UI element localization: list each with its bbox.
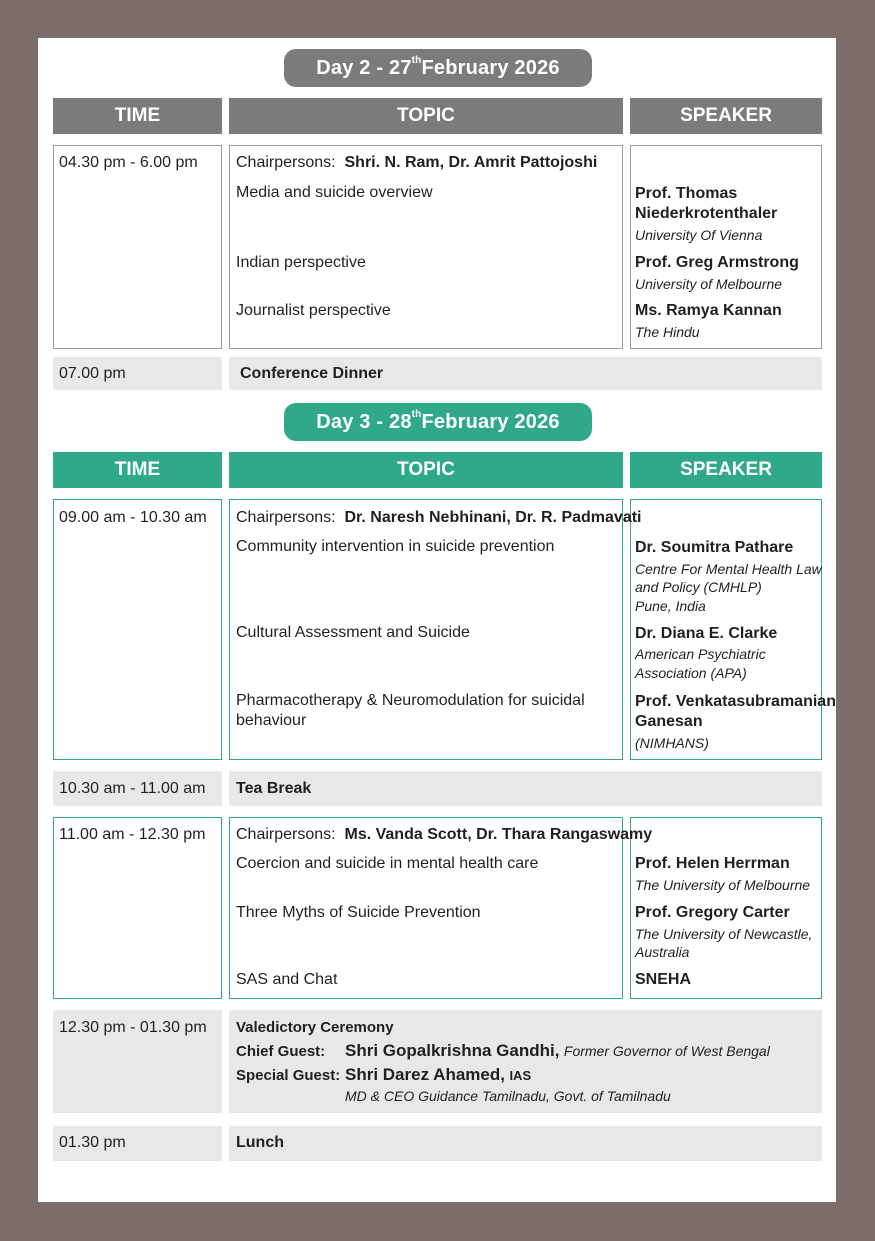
chairpersons-names: Shri. N. Ram, Dr. Amrit Pattojoshi [344,154,598,171]
topic-item: Community intervention in suicide prevention [236,538,555,555]
day3-valedictory-time: 12.30 pm - 01.30 pm [59,1019,207,1036]
speaker-affiliation: The University of Newcastle, [635,926,813,942]
day3-session1-chairs [236,508,641,528]
special-guest-label: Special Guest: [236,1067,341,1084]
speaker-name: Prof. Helen Herrman [635,855,790,872]
speaker-affiliation: Australia [635,944,690,960]
topic-item: behaviour [236,712,307,729]
day2-title [284,49,592,87]
chairpersons-names: Dr. Naresh Nebhinani, Dr. R. Padmavati [344,509,642,526]
speaker-name: Dr. Soumitra Pathare [635,539,794,556]
topic-item: Three Myths of Suicide Prevention [236,904,481,921]
speaker-name: Prof. Gregory Carter [635,904,790,921]
day2-dinner-label: Conference Dinner [240,365,384,382]
speaker-name: Ganesan [635,713,703,730]
speaker-name: Prof. Venkatasubramanian [635,693,836,710]
valedictory-title: Valedictory Ceremony [236,1019,394,1036]
special-guest-suffix: IAS [509,1068,532,1083]
day2-header-topic: TOPIC [229,98,623,134]
chairpersons-label: Chairpersons: [236,509,336,526]
speaker-affiliation: Pune, India [635,598,706,614]
day3-lunch-label: Lunch [236,1134,284,1151]
day3-session1-time-cell [53,499,222,760]
day2-session1-time-cell [53,145,222,349]
speaker-affiliation: Centre For Mental Health Law [635,561,822,577]
day3-tea-time: 10.30 am - 11.00 am [59,780,206,797]
chief-guest-name: Shri Gopalkrishna Gandhi, [345,1041,560,1060]
chief-guest-line [345,1041,770,1062]
day2-session1-time: 04.30 pm - 6.00 pm [59,154,198,171]
speaker-affiliation: (NIMHANS) [635,735,709,751]
day3-title [284,403,592,441]
speaker-affiliation: The Hindu [635,324,700,340]
day2-title-text: Day 2 - 27 [316,56,412,79]
day3-header-speaker: SPEAKER [630,452,822,488]
chairpersons-names: Ms. Vanda Scott, Dr. Thara Rangaswamy [344,826,653,843]
speaker-name: Prof. Greg Armstrong [635,254,799,271]
special-guest-line [345,1065,531,1086]
day3-session1-time: 09.00 am - 10.30 am [59,509,207,526]
day3-tea-topic-cell [229,771,822,806]
day2-dinner-time: 07.00 pm [59,365,126,382]
speaker-name: Ms. Ramya Kannan [635,302,782,319]
topic-item: Pharmacotherapy & Neuromodulation for suicidal [236,692,585,709]
speaker-affiliation: American Psychiatric [635,646,766,662]
day3-header-time: TIME [53,452,222,488]
day3-title-date: February 2026 [421,410,560,433]
speaker-name: SNEHA [635,971,692,988]
speaker-affiliation: and Policy (CMHLP) [635,579,762,595]
day2-session1-chairs [236,153,597,173]
day3-lunch-time: 01.30 pm [59,1134,126,1151]
speaker-affiliation: University of Melbourne [635,276,783,292]
day3-title-sup: th [411,408,422,420]
speaker-name: Niederkrotenthaler [635,205,778,222]
special-guest-role: MD & CEO Guidance Tamilnadu, Govt. of Tamilnadu [345,1088,671,1104]
topic-item: Cultural Assessment and Suicide [236,624,470,641]
programme-page [38,38,836,1202]
chief-guest-label: Chief Guest: [236,1043,326,1060]
day3-session2-chairs [236,825,652,845]
special-guest-name: Shri Darez Ahamed, [345,1065,505,1084]
chief-guest-role: Former Governor of West Bengal [563,1043,770,1059]
day2-title-date: February 2026 [421,56,560,79]
chairpersons-label: Chairpersons: [236,826,336,843]
day2-header-speaker: SPEAKER [630,98,822,134]
day2-title-sup: th [411,54,422,66]
speaker-affiliation: University Of Vienna [635,227,763,243]
topic-item: SAS and Chat [236,971,338,988]
topic-item: Journalist perspective [236,302,391,319]
speaker-affiliation: The University of Melbourne [635,877,811,893]
day3-session2-time: 11.00 am - 12.30 pm [59,826,206,843]
day3-lunch-topic-cell [229,1126,822,1161]
day3-tea-label: Tea Break [236,780,312,797]
speaker-affiliation: Association (APA) [635,665,747,681]
topic-item: Coercion and suicide in mental health care [236,855,539,872]
speaker-name: Dr. Diana E. Clarke [635,625,778,642]
day3-header-topic: TOPIC [229,452,623,488]
speaker-name: Prof. Thomas [635,185,738,202]
day2-header-time: TIME [53,98,222,134]
topic-item: Media and suicide overview [236,184,433,201]
topic-item: Indian perspective [236,254,366,271]
day3-title-text: Day 3 - 28 [316,410,412,433]
chairpersons-label: Chairpersons: [236,154,336,171]
